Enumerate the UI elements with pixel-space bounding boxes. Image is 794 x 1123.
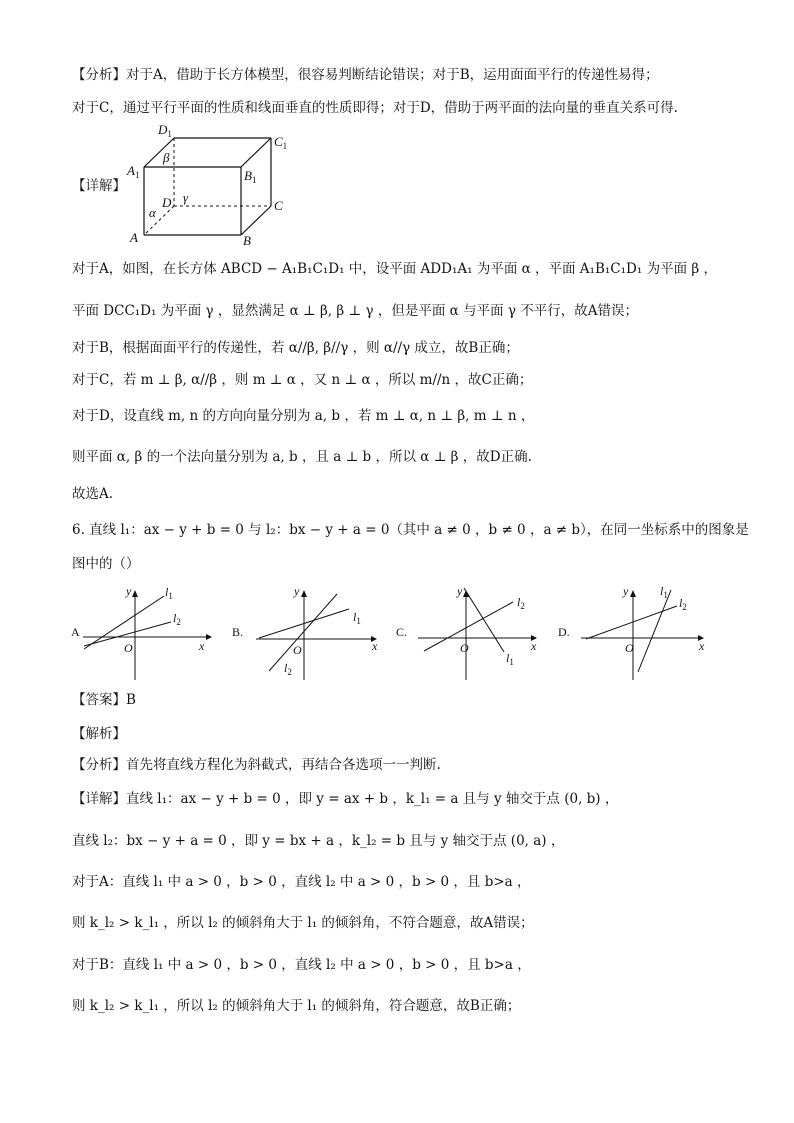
- svg-text:l1: $l_1$: [165, 585, 173, 601]
- vertex-label-d1: $D_1$: [158, 122, 172, 139]
- svg-text:O: O: [460, 641, 469, 655]
- option-a-graph: [71, 584, 212, 680]
- solution-a-line-2: 平面 DCC₁D₁ 为平面 γ ，显然满足 α ⊥ β, β ⊥ γ ，但是平面 α 与平面 γ 不平行，故A错误；: [72, 303, 638, 319]
- option-b-label: B.: [232, 625, 244, 639]
- svg-text:l2: $l_2$: [679, 596, 687, 612]
- option-d-graph: [558, 584, 705, 680]
- answer-line: 【答案】B: [72, 692, 136, 708]
- plane-label-gamma: γ: [183, 190, 189, 205]
- vertex-label-a: A: [130, 230, 138, 245]
- line-l1: [638, 590, 671, 672]
- svg-text:x: x: [699, 639, 705, 653]
- question-6-line-1: 6. 直线 l₁：ax − y + b = 0 与 l₂：bx − y + a = 0（其中 a ≠ 0 ，b ≠ 0 ，a ≠ b），在同一坐标系中的图象是: [72, 522, 749, 538]
- analysis-q6: 【分析】首先将直线方程化为斜截式，再结合各选项一一判断.: [72, 757, 441, 773]
- svg-text:y: y: [623, 584, 629, 598]
- svg-text:y: y: [126, 584, 132, 598]
- option-c-label: C.: [396, 625, 408, 639]
- detail-line-4: 则 k_l₂ > k_l₁ ，所以 l₂ 的倾斜角大于 l₁ 的倾斜角，不符合题意，故A错误；: [72, 915, 534, 931]
- svg-text:l1: $l_1$: [506, 651, 514, 667]
- svg-text:y: y: [294, 584, 300, 598]
- detail-label: 【详解】: [72, 178, 126, 194]
- vertex-label-d: D: [162, 195, 172, 210]
- option-d-label: D.: [558, 625, 570, 639]
- svg-text:l1: $l_1$: [660, 584, 668, 600]
- plane-label-alpha: α: [149, 205, 156, 220]
- line-l2: [586, 606, 677, 639]
- svg-text:l2: $l_2$: [284, 661, 292, 677]
- analysis-line-2: 对于C，通过平行平面的性质和线面垂直的性质即得；对于D，借助于两平面的法向量的垂直关系可得.: [72, 100, 678, 116]
- svg-text:x: x: [372, 639, 378, 653]
- svg-text:O: O: [293, 643, 302, 657]
- detail-line-5: 对于B：直线 l₁ 中 a > 0 ，b > 0 ，直线 l₂ 中 a > 0 ，b > 0 ，且 b>a ，: [72, 957, 531, 973]
- svg-text:x: x: [531, 639, 537, 653]
- solution-b: 对于B，根据面面平行的传递性，若 α//β, β//γ ，则 α//γ 成立，故B正确；: [72, 340, 519, 356]
- line-l1: [464, 588, 504, 652]
- vertex-label-c1: $C_1$: [274, 134, 288, 151]
- svg-text:y: y: [457, 584, 463, 598]
- choose-answer: 故选A.: [72, 486, 114, 502]
- plane-label-beta: β: [163, 150, 170, 165]
- detail-line-3: 对于A：直线 l₁ 中 a > 0 ，b > 0 ，直线 l₂ 中 a > 0 ，b > 0 ，且 b>a ，: [72, 874, 531, 890]
- cuboid-figure: [124, 118, 294, 250]
- vertex-label-a1: $A_1$: [127, 163, 140, 180]
- solution-c: 对于C，若 m ⊥ β, α//β ，则 m ⊥ α ，又 n ⊥ α ，所以 m//n ，故C正确；: [72, 372, 533, 388]
- vertex-label-b1: $B_1$: [244, 168, 257, 185]
- vertex-label-c: C: [274, 198, 283, 213]
- question-6-line-2: 图中的（）: [72, 556, 140, 572]
- vertex-label-b: B: [243, 233, 251, 248]
- option-a-label: A: [71, 625, 80, 639]
- explanation-header: 【解析】: [72, 726, 126, 742]
- svg-text:x: x: [199, 639, 205, 653]
- detail-line-1: 【详解】直线 l₁：ax − y + b = 0 ，即 y = ax + b ，k_l₁ = a 且与 y 轴交于点 (0, b) ，: [72, 791, 619, 807]
- detail-line-2: 直线 l₂：bx − y + a = 0 ，即 y = bx + a ，k_l₂ = b 且与 y 轴交于点 (0, a) ，: [72, 833, 565, 849]
- solution-a-line-1: 对于A，如图，在长方体 ABCD − A₁B₁C₁D₁ 中，设平面 ADD₁A₁ 为平面 α ，平面 A₁B₁C₁D₁ 为平面 β ，: [72, 261, 717, 277]
- option-graphs: [66, 580, 716, 685]
- option-b-graph: [232, 584, 378, 680]
- detail-line-6: 则 k_l₂ > k_l₁ ，所以 l₂ 的倾斜角大于 l₁ 的倾斜角，符合题意，故B正确；: [72, 998, 521, 1014]
- svg-text:O: O: [625, 641, 634, 655]
- option-c-graph: [396, 584, 537, 680]
- svg-text:l2: $l_2$: [173, 611, 181, 627]
- svg-text:O: O: [124, 641, 133, 655]
- analysis-line-1: 【分析】对于A，借助于长方体模型，很容易判断结论错误；对于B，运用面面平行的传递性易得；: [72, 67, 659, 83]
- solution-d-line-1: 对于D，设直线 m, n 的方向向量分别为 a, b ，若 m ⊥ α, n ⊥ β, m ⊥ n ，: [72, 408, 535, 424]
- svg-text:l2: $l_2$: [517, 595, 525, 611]
- line-l2: [269, 594, 337, 671]
- svg-text:l1: $l_1$: [353, 610, 361, 626]
- solution-d-line-2: 则平面 α, β 的一个法向量分别为 a, b ，且 a ⊥ b ，所以 α ⊥ β ，故D正确.: [72, 449, 532, 465]
